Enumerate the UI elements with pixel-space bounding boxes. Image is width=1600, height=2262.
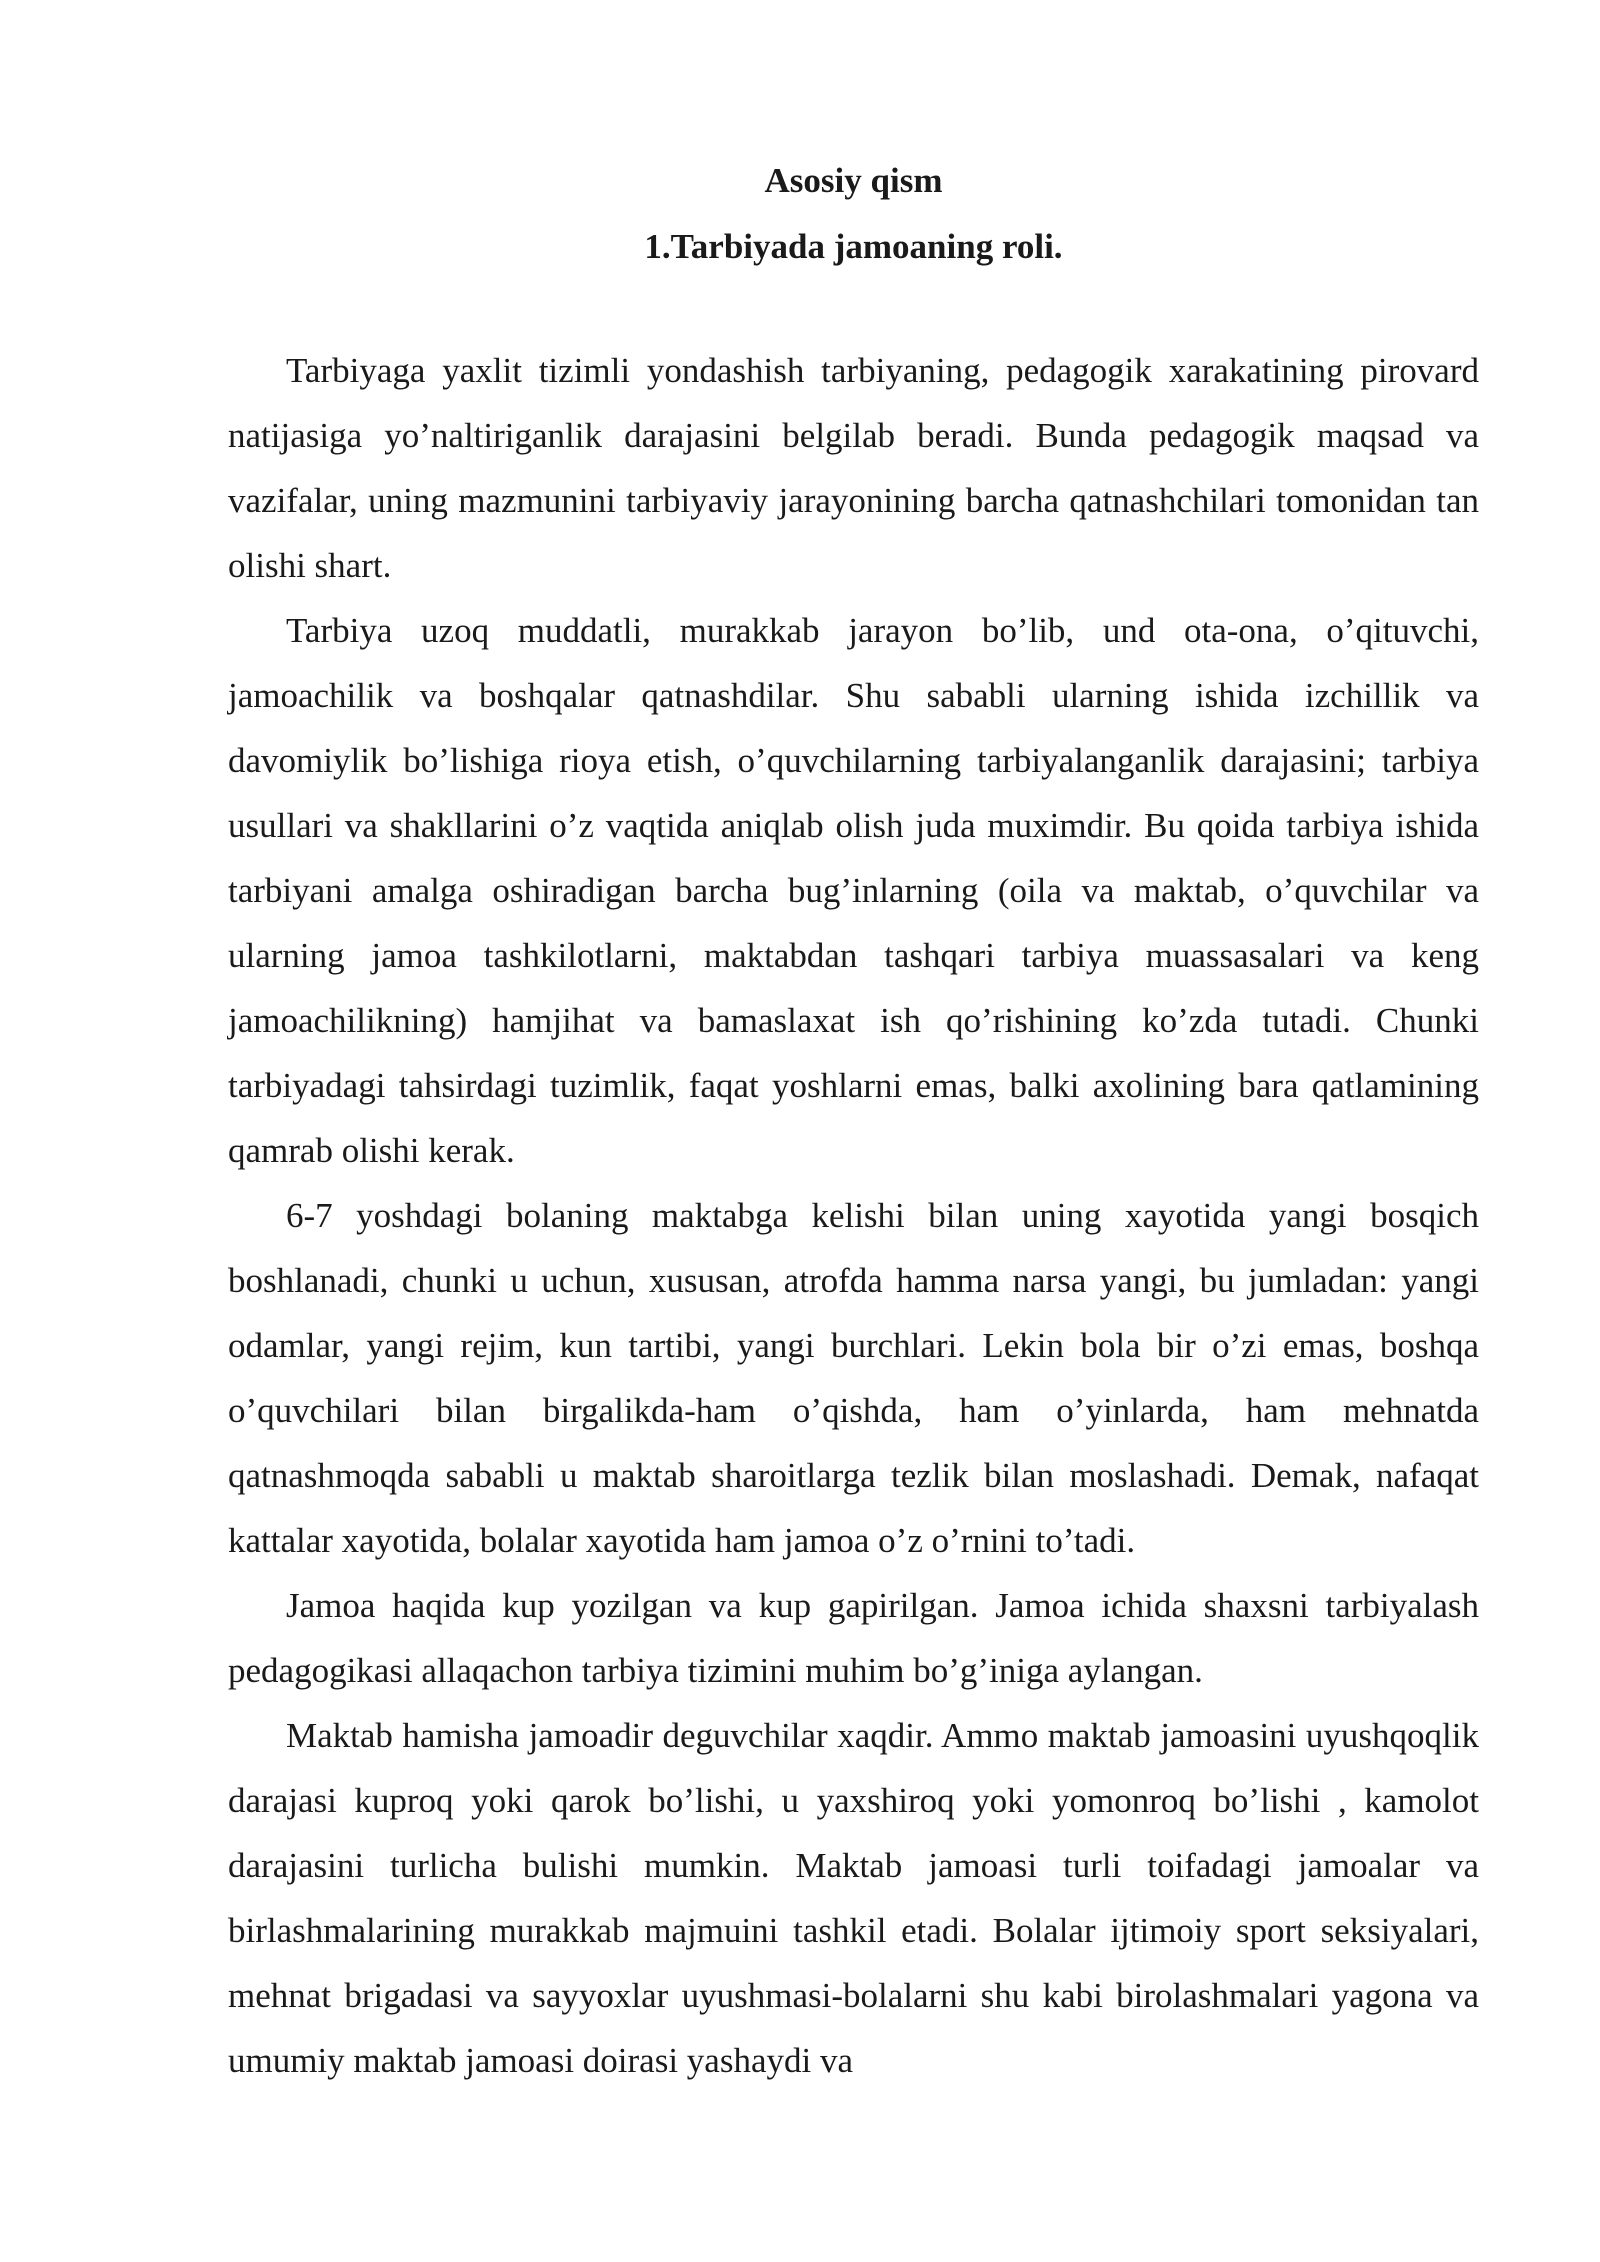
paragraph: 6-7 yoshdagi bolaning maktabga kelishi bilan uning xayotida yangi bosqich boshlanadi, chunki u uchun, xususan, atrofda hamma narsa yangi, bu jumladan: yangi odamlar, yangi rejim, kun tartibi, yangi burchlari. Lekin bola bir o’zi emas, boshqa o’quvchilari bilan birgalikda-ham o’qishda, ham o’yinlarda, ham mehnatda qatnashmoqda sababli u maktab sharoitlarga tezlik bilan moslashadi. Demak, nafaqat kattalar xayotida, bolalar xayotida ham jamoa o’z o’rnini to’tadi. xyxy=(228,1196,1479,1560)
section-title: Asosiy qism xyxy=(764,161,943,200)
paragraph: Jamoa haqida kup yozilgan va kup gapirilgan. Jamoa ichida shaxsni tarbiyalash pedagogikasi allaqachon tarbiya tizimini muhim bo’g’iniga aylangan. xyxy=(228,1586,1479,1690)
paragraph: Tarbiyaga yaxlit tizimli yondashish tarbiyaning, pedagogik xarakatining pirovard natijasiga yo’naltiriganlik darajasini belgilab beradi. Bunda pedagogik maqsad va vazifalar, uning mazmunini tarbiyaviy jarayonining barcha qatnashchilari tomonidan tan olishi shart. xyxy=(228,351,1479,585)
chapter-title: 1.Tarbiyada jamoaning roli. xyxy=(644,227,1063,266)
paragraph: Maktab hamisha jamoadir deguvchilar xaqdir. Ammo maktab jamoasini uyushqoqlik darajasi kuproq yoki qarok bo’lishi, u yaxshiroq yoki yomonroq bo’lishi , kamolot darajasini turlicha bulishi mumkin. Maktab jamoasi turli toifadagi jamoalar va birlashmalarining murakkab majmuini tashkil etadi. Bolalar ijtimoiy sport seksiyalari, mehnat brigadasi va sayyoxlar uyushmasi-bolalarni shu kabi birolashmalari yagona va umumiy maktab jamoasi doirasi yashaydi va xyxy=(228,1716,1479,2080)
heading-spacer xyxy=(228,280,1479,338)
paragraph: Tarbiya uzoq muddatli, murakkab jarayon bo’lib, und ota-ona, o’qituvchi, jamoachilik va boshqalar qatnashdilar. Shu sababli ularning ishida izchillik va davomiylik bo’lishiga rioya etish, o’quvchilarning tarbiyalanganlik darajasini; tarbiya usullari va shakllarini o’z vaqtida aniqlab olish juda muximdir. Bu qoida tarbiya ishida tarbiyani amalga oshiradigan barcha bug’inlarning (oila va maktab, o’quvchilar va ularning jamoa tashkilotlarni, maktabdan tashqari tarbiya muassasalari va keng jamoachilikning) hamjihat va bamaslaxat ish qo’rishining ko’zda tutadi. Chunki tarbiyadagi tahsirdagi tuzimlik, faqat yoshlarni emas, balki axolining bara qatlamining qamrab olishi kerak. xyxy=(228,611,1479,1170)
page-content xyxy=(228,148,1479,2093)
